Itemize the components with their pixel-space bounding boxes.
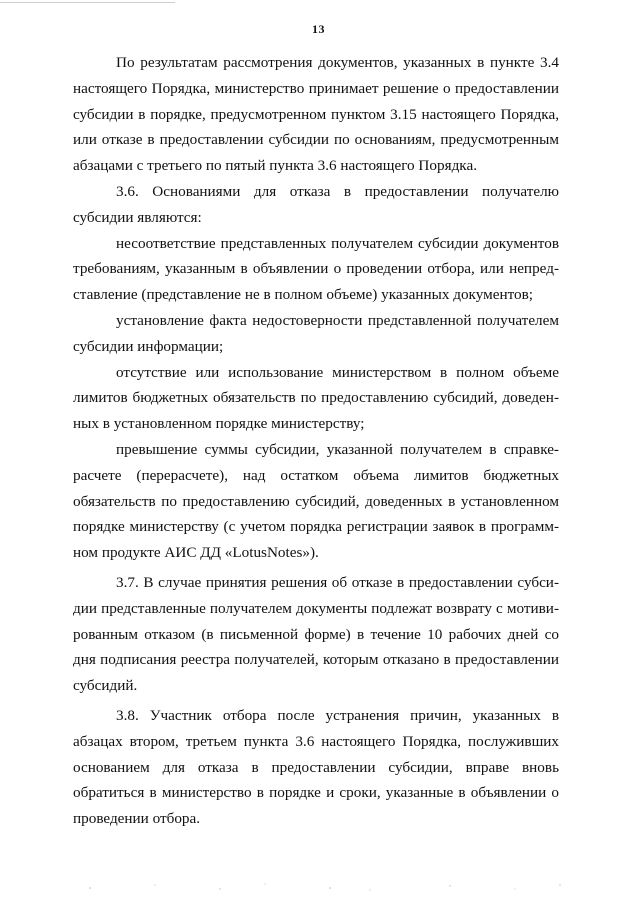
- paragraph-3-6-heading: 3.6. Основаниями для отказа в предоставлении получателю субсидии являются:: [73, 182, 559, 226]
- top-edge-line: [0, 2, 175, 3]
- paragraph-refusal-reason-1: несоответствие представленных получателем субсидии документов требованиям, указанным в объявлении о проведении отбора, или непредставление (представление не в полном объеме) указанных документов;: [73, 234, 559, 304]
- paragraph-decision: По результатам рассмотрения документов, указанных в пункте 3.4 настоящего Порядка, министерство принимает решение о предоставлении субсидии в порядке, предусмотренном пунктом 3.15 настоящего Порядка, или отказе в предоставлении субсидии по основаниям, предусмотренным абзацами с третьего по пятый пункта 3.6 настоящего Порядка.: [73, 54, 559, 175]
- paragraph-3-8: 3.8. Участник отбора после устранения причин, указанных в абзацах втором, третьем пункта 3.6 настоящего Порядка, послуживших основанием для отказа в предоставлении субсидии, вправе вновь обратиться в министерство в порядке и сроки, указанные в объявлении о проведении отбора.: [73, 706, 559, 828]
- paragraph-refusal-reason-2: установление факта недостоверности представленной получателем субсидии информации;: [73, 311, 559, 355]
- paragraph-3-7: 3.7. В случае принятия решения об отказе в предоставлении субсидии представленные получателем документы подлежат возврату с мотивированным отказом (в письменной форме) в течение 10 рабочих дней со дня подписания реестра получателей, которым отказано в предоставлении субсидий.: [73, 573, 559, 695]
- body-text: [73, 50, 559, 832]
- scan-noise-dots: [60, 880, 580, 892]
- paragraph-refusal-reason-3: отсутствие или использование министерством в полном объеме лимитов бюджетных обязательств по предоставлению субсидий, доведенных в установленном порядке министерству;: [73, 363, 559, 433]
- paragraph-refusal-reason-4: превышение суммы субсидии, указанной получателем в справке-расчете (перерасчете), над остатком объема лимитов бюджетных обязательств по предоставлению субсидий, доведенных в установленном порядке министерству (с учетом порядка регистрации заявок в программном продукте АИС ДД «LotusNotes»).: [73, 440, 559, 562]
- page-number: 13: [312, 22, 325, 36]
